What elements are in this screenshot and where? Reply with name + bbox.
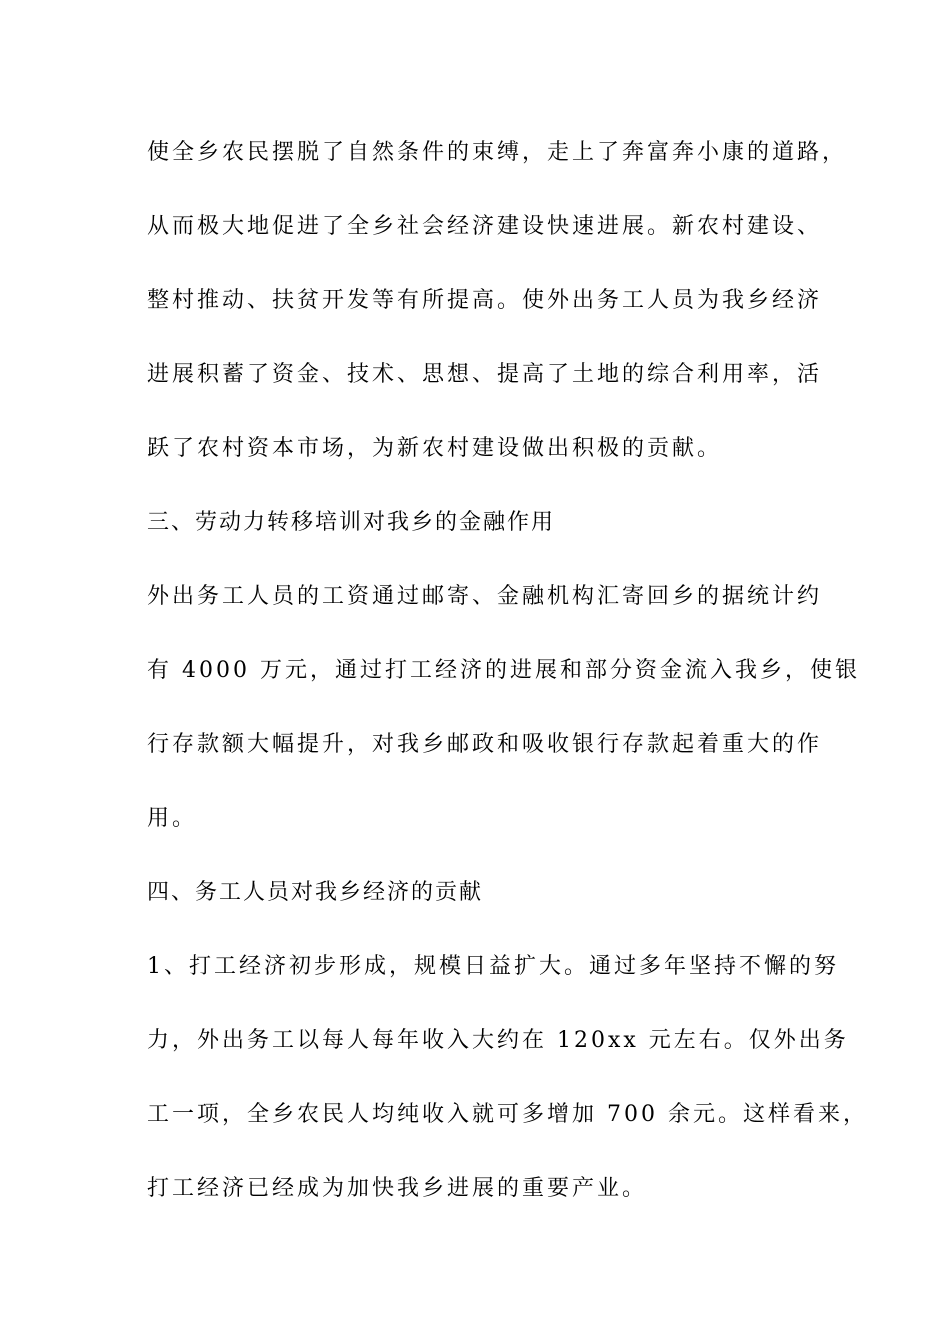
body-text-line: 有 4000 万元，通过打工经济的进展和部分资金流入我乡，使银 xyxy=(147,658,860,683)
body-text-line: 使全乡农民摆脱了自然条件的束缚，走上了奔富奔小康的道路， xyxy=(147,140,848,165)
body-text-line: 整村推动、扶贫开发等有所提高。使外出务工人员为我乡经济 xyxy=(147,288,823,313)
body-text-line: 进展积蓄了资金、技术、思想、提高了土地的综合利用率，活 xyxy=(147,362,823,387)
section-heading-4: 四、务工人员对我乡经济的贡献 xyxy=(147,880,484,905)
body-text-line: 行存款额大幅提升，对我乡邮政和吸收银行存款起着重大的作 xyxy=(147,732,823,757)
body-text-line: 打工经济已经成为加快我乡进展的重要产业。 xyxy=(147,1176,648,1201)
body-text-line: 用。 xyxy=(147,806,198,831)
body-text-line: 力，外出务工以每人每年收入大约在 120xx 元左右。仅外出务 xyxy=(147,1028,849,1053)
body-text-line: 从而极大地促进了全乡社会经济建设快速进展。新农村建设、 xyxy=(147,214,823,239)
body-text-line: 1、打工经济初步形成，规模日益扩大。通过多年坚持不懈的努 xyxy=(147,954,839,979)
body-text-line: 外出务工人员的工资通过邮寄、金融机构汇寄回乡的据统计约 xyxy=(147,584,823,609)
section-heading-3: 三、劳动力转移培训对我乡的金融作用 xyxy=(147,510,556,535)
body-text-line: 工一项，全乡农民人均纯收入就可多增加 700 余元。这样看来， xyxy=(147,1102,868,1127)
body-text-line: 跃了农村资本市场，为新农村建设做出积极的贡献。 xyxy=(147,436,723,461)
